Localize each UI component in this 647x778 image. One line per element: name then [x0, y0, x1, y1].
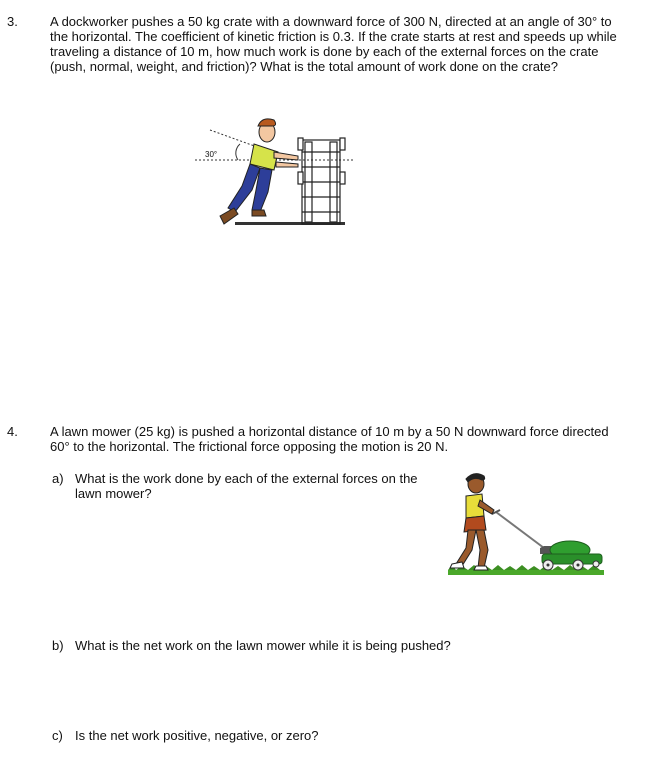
question-4c — [52, 728, 615, 743]
question-4a-label: a) — [52, 471, 64, 486]
question-4a-text: What is the work done by each of the external forces on the lawn mower? — [75, 471, 418, 501]
question-3-text: A dockworker pushes a 50 kg crate with a downward force of 300 N, directed at an angle of 30° to the horizontal. The coefficient of kinetic friction is 0.3. If the crate starts at rest and speeds up while traveling a distance of 10 m, how much work is done by each of the external forces on the crate (push, normal, weight, and friction)? What is the total amount of work done on the crate? — [50, 14, 617, 74]
dockworker — [220, 119, 298, 224]
question-4b-text: What is the net work on the lawn mower while it is being pushed? — [75, 638, 451, 653]
question-4c-text: Is the net work positive, negative, or zero? — [75, 728, 319, 743]
person-pushing-mower — [450, 474, 494, 570]
question-4-number: 4. — [7, 424, 18, 439]
question-4b-label: b) — [52, 638, 64, 653]
question-4a — [52, 471, 445, 501]
question-4c-label: c) — [52, 728, 63, 743]
question-4b — [52, 638, 615, 653]
question-4-text: A lawn mower (25 kg) is pushed a horizontal distance of 10 m by a 50 N downward force directed 60° to the horizontal. The frictional force opposing the motion is 20 N. — [50, 424, 609, 454]
dockworker-figure — [190, 112, 360, 234]
lawn-mower — [540, 541, 602, 570]
angle-arc — [236, 144, 240, 160]
grass — [448, 570, 604, 575]
crate — [298, 138, 345, 224]
angle-label: 30° — [205, 150, 218, 159]
mower-handle — [496, 512, 544, 548]
question-3-number: 3. — [7, 14, 18, 29]
lawn-mower-figure — [444, 470, 609, 580]
